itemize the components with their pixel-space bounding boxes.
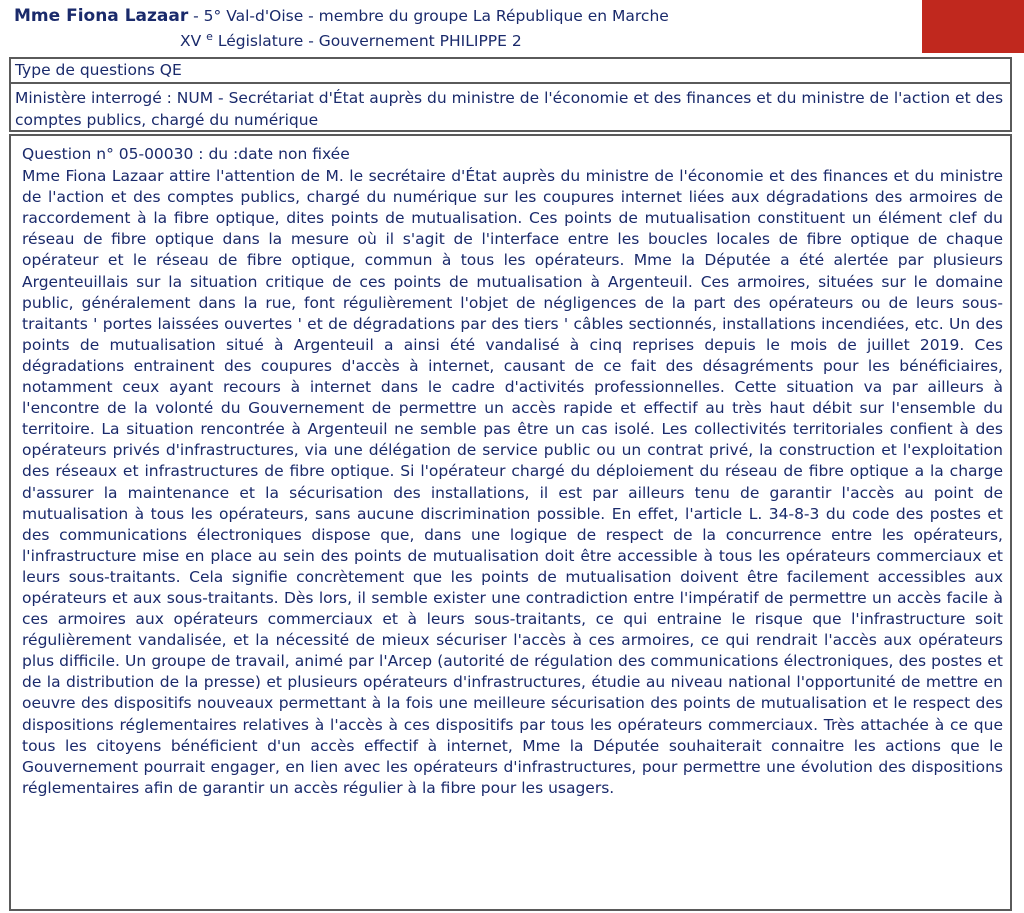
- header-separator: -: [188, 7, 204, 25]
- page-header: [0, 0, 1024, 52]
- question-heading: Question n° 05-00030 : du :date non fixée: [22, 145, 350, 163]
- ministry-text: Ministère interrogé : NUM - Secrétariat d'État auprès du ministre de l'économie et des finances et du ministre de l'action et des comptes publics, chargé du numérique: [15, 89, 1004, 129]
- question-type-box: [9, 57, 1012, 84]
- question-body: Mme Fiona Lazaar attire l'attention de M. le secrétaire d'État auprès du ministre de l'économie et des finances et du ministre de l'action et des comptes publics, chargé du numérique sur les coupures internet liées aux dégradations des armoires de raccordement à la fibre optique, dites points de mutualisation. Ces points de mutualisation constituent un élément clef du réseau de fibre optique dans la mesure où il s'agit de l'interface entre les boucles locales de fibre optique de chaque opérateur et le réseau de fibre optique, commun à tous les opérateurs. Mme la Députée a été alertée par plusieurs Argenteuillais sur la situation critique de ces points de mutualisation à Argenteuil. Ces armoires, situées sur le domaine public, généralement dans la rue, font régulièrement l'objet de négligences de la part des opérateurs ou de leurs sous-traitants ' portes laissées ouvertes ' et de dégradations par des tiers ' câbles sectionnés, installations incendiées, etc. Un des points de mutualisation situé à Argenteuil a ainsi été vandalisé à cinq reprises depuis le mois de juillet 2019. Ces dégradations entrainent des coupures d'accès à internet, causant de ce fait des désagréments pour les bénéficiaires, notamment ceux ayant recours à internet dans le cadre d'activités professionnelles. Cette situation va par ailleurs à l'encontre de la volonté du Gouvernement de permettre un accès rapide et effectif au très haut débit sur l'ensemble du territoire. La situation rencontrée à Argenteuil ne semble pas être un cas isolé. Les collectivités territoriales confient à des opérateurs privés d'infrastructures, via une délégation de service public ou un contrat privé, la construction et l'exploitation des réseaux et infrastructures de fibre optique. Si l'opérateur chargé du déploiement du réseau de fibre optique a la charge d'assurer la maintenance et la sécurisation des installations, il est par ailleurs tenu de garantir l'accès au point de mutualisation à tous les opérateurs, sans aucune discrimination possible. En effet, l'article L. 34-8-3 du code des postes et des communications électroniques dispose que, dans une logique de respect de la concurrence entre les opérateurs, l'infrastructure mise en place au sein des points de mutualisation doit être accessible à tous les opérateurs commerciaux et leurs sous-traitants. Cela signifie concrètement que les points de mutualisation doivent être facilement accessibles aux opérateurs et aux sous-traitants. Dès lors, il semble exister une contradiction entre l'impératif de permettre un accès facile à ces armoires aux opérateurs commerciaux et à leurs sous-traitants, ce qui entraine le risque que l'infrastructure soit régulièrement vandalisée, et la nécessité de mieux sécuriser l'accès à ces armoires, ce qui rendrait l'accès aux opérateurs plus difficile. Un groupe de travail, animé par l'Arcep (autorité de régulation des communications électroniques, des postes et de la distribution de la presse) et plusieurs opérateurs d'infrastructures, étudie au niveau national l'opportunité de mettre en oeuvre des dispositifs nouveaux permettant à la fois une meilleure sécurisation des points de mutualisation et le respect des dispositions réglementaires relatives à l'accès à ces dispositifs par tous les opérateurs commerciaux. Très attachée à ce que tous les citoyens bénéficient d'un accès effectif à internet, Mme la Députée souhaiterait connaitre les actions que le Gouvernement pourrait engager, en lien avec les opérateurs d'infrastructures, pour permettre une évolution des dispositions réglementaires afin de garantir un accès régulier à la fibre pour les usagers.: [22, 167, 1003, 797]
- legislature-number: XV: [180, 32, 202, 50]
- question-box: [9, 134, 1012, 911]
- legislature-line: [180, 30, 522, 50]
- legislature-government: Législature - Gouvernement PHILIPPE 2: [212, 32, 522, 50]
- circonscription-and-group: Val-d'Oise - membre du groupe La République en Marche: [221, 7, 669, 25]
- deputy-name: Mme Fiona Lazaar: [14, 6, 189, 26]
- ministry-box: [9, 82, 1012, 132]
- deputy-line: [14, 6, 669, 26]
- circonscription-number: 5: [203, 7, 214, 25]
- question-type-text: Type de questions QE: [15, 61, 182, 79]
- legislature-suffix: e: [206, 30, 213, 43]
- brand-color-block: [922, 0, 1024, 53]
- circonscription-suffix: °: [213, 7, 222, 25]
